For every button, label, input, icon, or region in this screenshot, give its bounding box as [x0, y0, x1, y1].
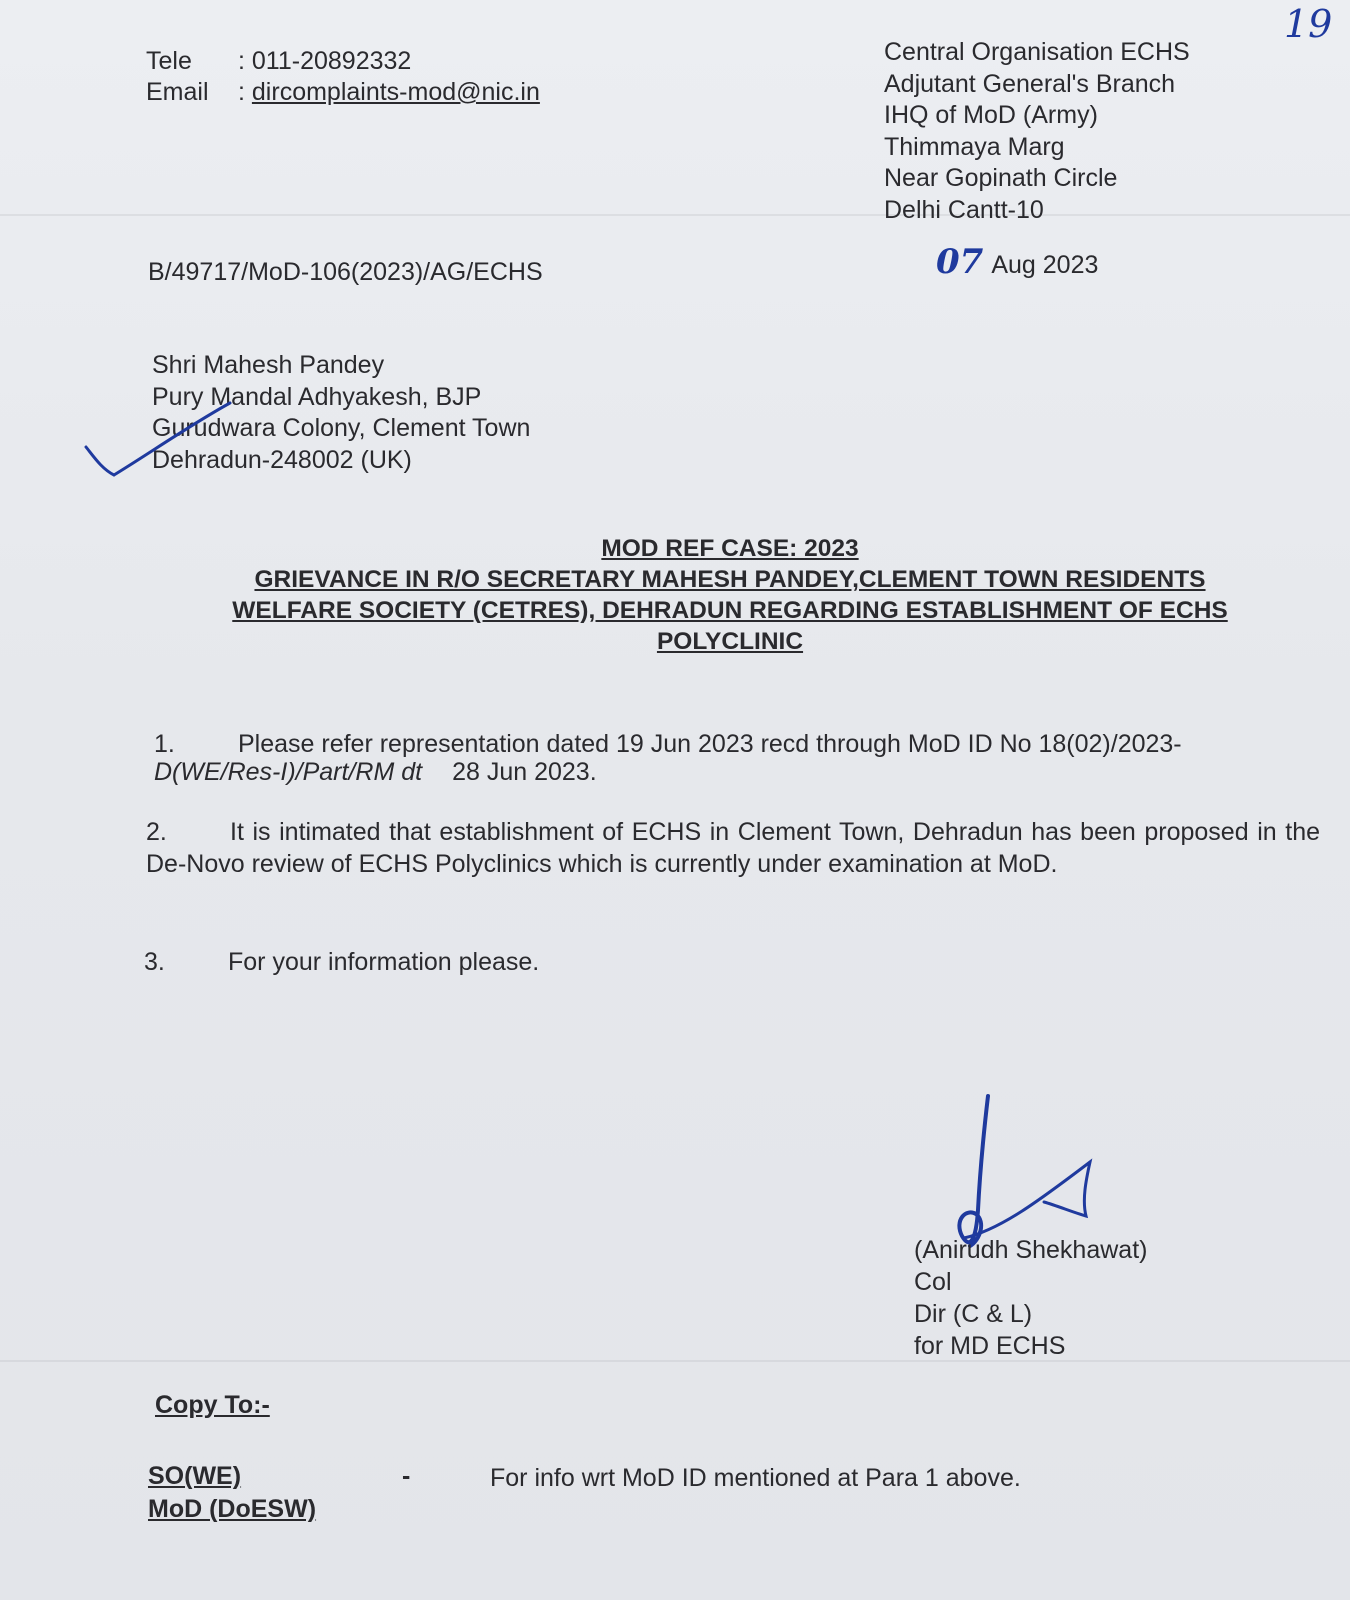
handwritten-date-day: 07 — [936, 242, 984, 282]
copy-recipient-line: MoD (DoESW) — [148, 1495, 317, 1523]
copy-note: For info wrt MoD ID mentioned at Para 1 above. — [490, 1464, 1021, 1492]
office-address-line: IHQ of MoD (Army) — [884, 101, 1098, 129]
office-address-line: Adjutant General's Branch — [884, 69, 1176, 98]
copy-recipient — [148, 1460, 316, 1526]
paragraph-1 — [154, 728, 1314, 788]
email-separator: : — [238, 78, 245, 106]
office-address-line: Central Organisation ECHS — [884, 38, 1190, 66]
tele-line — [146, 45, 411, 77]
office-address-line: Near Gopinath Circle — [884, 164, 1118, 192]
paragraph-text: D(WE/Res-I)/Part/RM dt — [154, 758, 423, 786]
paragraph-text: Please refer representation dated 19 Jun 2023 recd through MoD ID No 18(02)/2023- — [238, 730, 1182, 758]
addressee-line: Pury Mandal Adhyakesh, BJP — [152, 382, 482, 411]
paragraph-2 — [146, 816, 1320, 880]
paragraph-text: It is intimated that establishment of ECHS in Clement Town, Dehradun has been proposed in the De-Novo review of ECHS Polyclinics which is currently under examination at MoD. — [146, 818, 1320, 878]
office-address — [884, 37, 1190, 226]
reference-number: B/49717/MoD-106(2023)/AG/ECHS — [148, 258, 543, 286]
tele-value: : 011-20892332 — [238, 47, 412, 75]
signatory-line: for MD ECHS — [914, 1332, 1066, 1360]
subject-line: WELFARE SOCIETY (CETRES), DEHRADUN REGARDING ESTABLISHMENT OF ECHS — [232, 597, 1228, 624]
paragraph-text: For your information please. — [228, 948, 540, 976]
subject-line: POLYCLINIC — [656, 628, 804, 655]
paragraph-text: 28 Jun 2023. — [452, 758, 597, 786]
copy-recipient-line: SO(WE) — [148, 1462, 242, 1490]
letter-date — [936, 242, 1098, 282]
paragraph-3 — [144, 946, 539, 978]
tele-label: Tele — [146, 47, 192, 75]
signatory-block — [914, 1234, 1147, 1362]
copy-to-title: Copy To:- — [155, 1391, 270, 1419]
paragraph-number: 2. — [146, 818, 167, 846]
addressee-line: Dehradun-248002 (UK) — [152, 445, 412, 474]
copy-dash: - — [402, 1462, 411, 1490]
subject-block — [160, 533, 1300, 657]
email-label: Email — [146, 78, 209, 106]
tick-mark-icon — [80, 395, 280, 485]
handwritten-page-mark: 19 — [1284, 2, 1333, 46]
signatory-line: Dir (C & L) — [914, 1300, 1033, 1328]
paper-fold — [0, 1360, 1350, 1362]
email-link[interactable]: dircomplaints-mod@nic.in — [251, 78, 540, 106]
paragraph-number: 3. — [144, 948, 165, 976]
office-address-line: Thimmaya Marg — [884, 132, 1065, 161]
subject-line: GRIEVANCE IN R/O SECRETARY MAHESH PANDEY,CLEMENT TOWN RESIDENTS — [254, 566, 1206, 593]
email-line — [146, 76, 540, 108]
signatory-line: (Anirudh Shekhawat) — [914, 1236, 1148, 1264]
addressee-line: Shri Mahesh Pandey — [152, 351, 385, 379]
paragraph-number: 1. — [154, 730, 175, 758]
addressee-line: Gurudwara Colony, Clement Town — [152, 414, 531, 442]
date-month-year: Aug 2023 — [991, 251, 1099, 279]
subject-line: MOD REF CASE: 2023 — [601, 535, 859, 562]
signatory-line: Col — [914, 1268, 952, 1296]
office-address-line: Delhi Cantt-10 — [884, 195, 1044, 224]
